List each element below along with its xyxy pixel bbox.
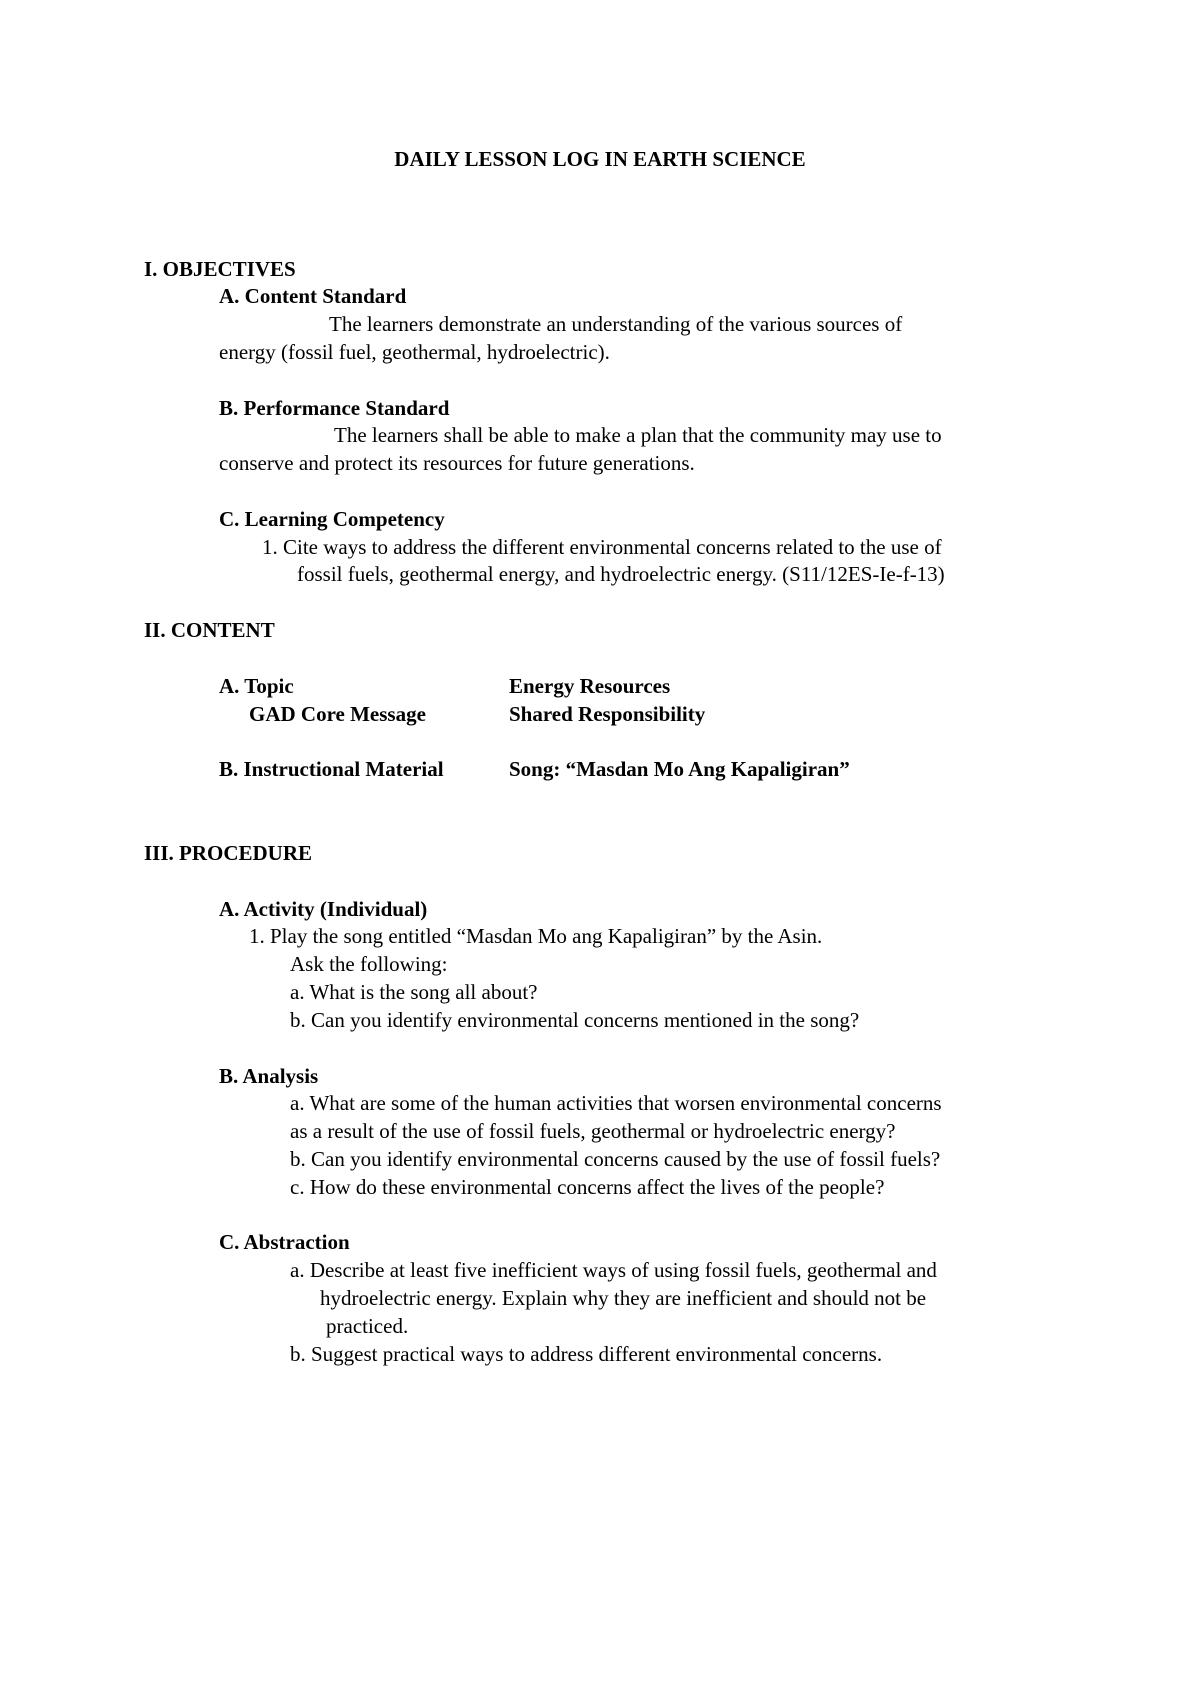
gad-core-message-label: GAD Core Message	[249, 702, 426, 726]
activity-line1: 1. Play the song entitled “Masdan Mo ang Kapaligiran” by the Asin.	[249, 924, 823, 948]
instructional-material-value: Song: “Masdan Mo Ang Kapaligiran”	[509, 757, 850, 781]
content-standard-heading: A. Content Standard	[219, 284, 407, 308]
procedure-heading: III. PROCEDURE	[144, 841, 313, 865]
abstraction-line3: practiced.	[326, 1314, 409, 1338]
learning-competency-text-line2: fossil fuels, geothermal energy, and hydroelectric energy. (S11/12ES-Ie-f-13)	[297, 562, 945, 586]
activity-line2: Ask the following:	[290, 952, 448, 976]
performance-standard-text-line2: conserve and protect its resources for future generations.	[219, 451, 695, 475]
instructional-material-label: B. Instructional Material	[219, 757, 444, 781]
performance-standard-heading: B. Performance Standard	[219, 396, 450, 420]
analysis-line2: as a result of the use of fossil fuels, geothermal or hydroelectric energy?	[290, 1119, 896, 1143]
learning-competency-heading: C. Learning Competency	[219, 507, 445, 531]
page-title: DAILY LESSON LOG IN EARTH SCIENCE	[394, 147, 806, 171]
objectives-heading: I. OBJECTIVES	[144, 257, 296, 281]
abstraction-line1: a. Describe at least five inefficient ways of using fossil fuels, geothermal and	[290, 1258, 937, 1282]
topic-label: A. Topic	[219, 674, 294, 698]
analysis-heading: B. Analysis	[219, 1064, 319, 1088]
content-heading: II. CONTENT	[144, 618, 275, 642]
content-standard-text-line2: energy (fossil fuel, geothermal, hydroelectric).	[219, 340, 610, 364]
activity-heading: A. Activity (Individual)	[219, 897, 428, 921]
analysis-line3: b. Can you identify environmental concerns caused by the use of fossil fuels?	[290, 1147, 941, 1171]
content-standard-text-line1: The learners demonstrate an understanding of the various sources of	[329, 312, 903, 336]
activity-line4: b. Can you identify environmental concerns mentioned in the song?	[290, 1008, 860, 1032]
topic-value: Energy Resources	[509, 674, 671, 698]
performance-standard-text-line1: The learners shall be able to make a plan that the community may use to	[334, 423, 942, 447]
analysis-line4: c. How do these environmental concerns affect the lives of the people?	[290, 1175, 885, 1199]
learning-competency-text-line1: 1. Cite ways to address the different environmental concerns related to the use of	[262, 535, 942, 559]
abstraction-line2: hydroelectric energy. Explain why they are inefficient and should not be	[320, 1286, 927, 1310]
abstraction-heading: C. Abstraction	[219, 1230, 350, 1254]
abstraction-line4: b. Suggest practical ways to address different environmental concerns.	[290, 1342, 883, 1366]
gad-core-message-value: Shared Responsibility	[509, 702, 706, 726]
analysis-line1: a. What are some of the human activities that worsen environmental concerns	[290, 1091, 942, 1115]
activity-line3: a. What is the song all about?	[290, 980, 538, 1004]
